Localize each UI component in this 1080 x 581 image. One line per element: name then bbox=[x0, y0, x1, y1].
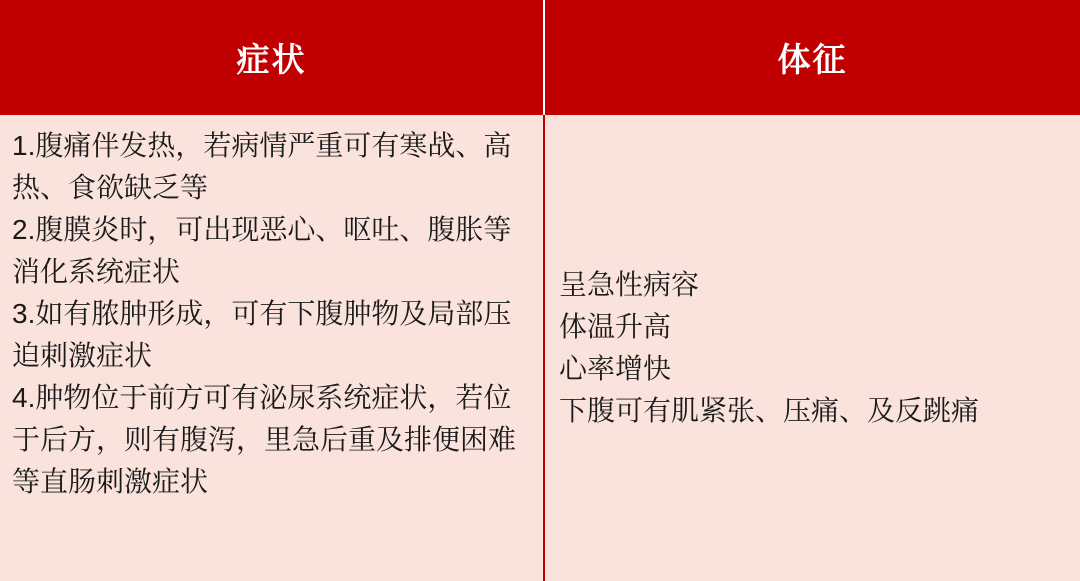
cell-signs bbox=[544, 115, 1080, 581]
table-header-row bbox=[0, 0, 1080, 115]
table-row bbox=[0, 115, 1080, 581]
cell-symptoms bbox=[0, 115, 544, 581]
signs-text: 呈急性病容 体温升高 心率增快 下腹可有肌紧张、压痛、及反跳痛 bbox=[559, 269, 980, 426]
table-header bbox=[0, 0, 1080, 115]
column-header-signs: 体征 bbox=[544, 0, 1080, 115]
table-body bbox=[0, 115, 1080, 581]
symptoms-text: 1.腹痛伴发热，若病情严重可有寒战、高热、食欲缺乏等 2.腹膜炎时，可出现恶心、呕吐、腹胀等消化系统症状 3.如有脓肿形成，可有下腹肿物及局部压迫刺激症状 4.肿物位于前方可有泌尿系统症状，若位于后方，则有腹泻，里急后重及排便困难等直肠刺激症状 bbox=[12, 130, 517, 497]
column-header-symptoms: 症状 bbox=[0, 0, 544, 115]
